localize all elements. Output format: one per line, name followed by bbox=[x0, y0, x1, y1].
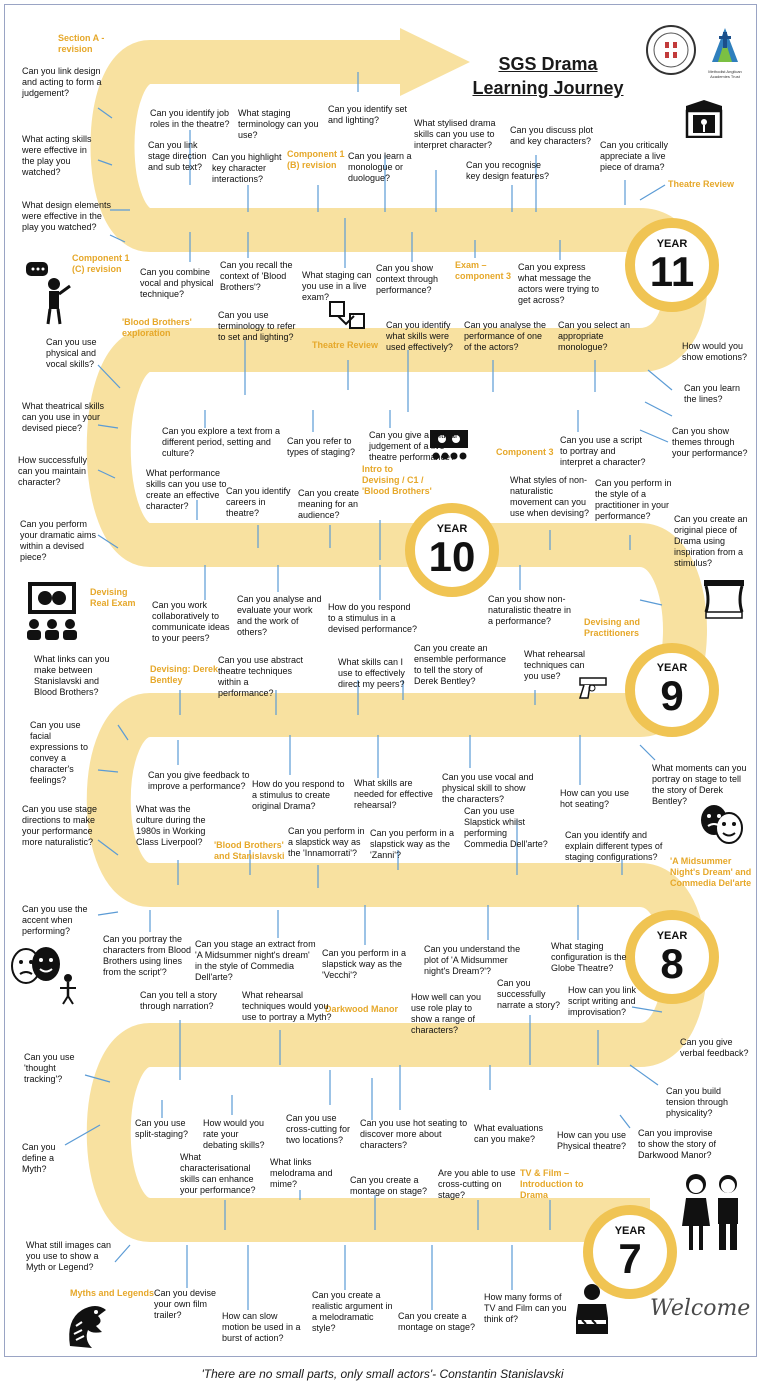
section-label: Theatre Review bbox=[668, 179, 735, 189]
journey-question: What skills can I use to effectively direct my peers? bbox=[338, 657, 405, 689]
journey-question: How would you show emotions? bbox=[682, 341, 748, 362]
journey-question: Can you identify job roles in the theatre? bbox=[150, 108, 230, 129]
journey-question: Can you show themes through your performance? bbox=[672, 426, 748, 458]
journey-question: Can you perform your dramatic aims within a devised piece? bbox=[20, 519, 97, 562]
journey-question: Can you create an ensemble performance to tell the story of Derek Bentley? bbox=[414, 643, 507, 686]
journey-question: Can you identify careers in theatre? bbox=[226, 486, 291, 518]
journey-question: What skills are needed for effective rehearsal? bbox=[354, 778, 433, 810]
section-label: 'Blood Brothers' exploration bbox=[122, 317, 192, 338]
section-label: 'Blood Brothers' and Stanislavski bbox=[214, 840, 285, 861]
stage-curtains-icon bbox=[702, 578, 746, 625]
section-label: Devising and Practitioners bbox=[584, 617, 641, 638]
journey-question: Can you link design and acting to form a judgement? bbox=[22, 66, 102, 98]
journey-question: Can you critically appreciate a live piece of drama? bbox=[600, 140, 669, 172]
journey-question: Can you analyse the performance of one of the actors? bbox=[464, 320, 547, 352]
journey-question: What acting skills were effective in the play you watched? bbox=[22, 134, 92, 177]
journey-question: What rehearsal techniques can you use? bbox=[524, 649, 586, 681]
journey-question: Can you tell a story through narration? bbox=[140, 990, 218, 1011]
section-label: Exam – component 3 bbox=[455, 260, 512, 281]
journey-question: Can you use abstract theatre techniques within a performance? bbox=[218, 655, 304, 698]
journey-question: Can you show non-naturalistic theatre in a performance? bbox=[488, 594, 572, 626]
journey-question: Can you define a Myth? bbox=[22, 1142, 56, 1174]
journey-question: How well can you use role play to show a range of characters? bbox=[411, 992, 482, 1035]
journey-question: Can you understand the plot of 'A Midsummer night's Dream?'? bbox=[424, 944, 521, 976]
section-label: Myths and Legends bbox=[70, 1288, 155, 1298]
journey-question: What rehearsal techniques would you use to portray a Myth? bbox=[242, 990, 332, 1022]
year-9-badge: YEAR 9 bbox=[656, 662, 688, 719]
journey-question: Can you portray the characters from Blood Brothers using lines from the script'? bbox=[103, 934, 192, 977]
journey-question: What links melodrama and mime? bbox=[270, 1157, 333, 1189]
journey-question: Can you devise your own film trailer? bbox=[154, 1288, 217, 1320]
journey-question: Can you use vocal and physical skill to show the characters? bbox=[442, 772, 534, 804]
journey-question: Can you identify what skills were used effectively? bbox=[386, 320, 453, 352]
handshake-review-icon bbox=[328, 298, 366, 337]
journey-question: Can you learn a monologue or duologue? bbox=[348, 151, 412, 183]
journey-question: Can you analyse and evaluate your work and the work of others? bbox=[237, 594, 322, 637]
year-11-badge: YEAR 11 bbox=[649, 238, 695, 295]
journey-question: Can you perform in a slapstick way as the 'Innamorrati'? bbox=[288, 826, 365, 858]
journey-question: How can you use Physical theatre? bbox=[557, 1130, 627, 1151]
section-label: Intro to Devising / C1 / 'Blood Brothers' bbox=[362, 464, 432, 496]
section-label: TV & Film – Introduction to Drama bbox=[520, 1168, 584, 1200]
journey-question: Can you discuss plot and key characters? bbox=[510, 125, 594, 146]
journey-question: Can you successfully narrate a story? bbox=[497, 978, 561, 1010]
journey-question: Can you explore a text from a different period, setting and culture? bbox=[162, 426, 281, 458]
poster-title: SGS Drama Learning Journey bbox=[472, 54, 624, 98]
section-label: Devising: Derek Bentley bbox=[150, 664, 219, 685]
journey-question: What moments can you portray on stage to tell the story of Derek Bentley? bbox=[652, 763, 747, 806]
journey-question: Can you create meaning for an audience? bbox=[298, 488, 360, 520]
footer-quote: 'There are no small parts, only small actors'- Constantin Stanislavski bbox=[201, 1367, 564, 1381]
journey-question: Can you learn the lines? bbox=[684, 383, 741, 404]
journey-question: Can you give a critical judgement of a live theatre performance? bbox=[369, 430, 458, 462]
journey-question: Can you create a realistic argument in a melodramatic style? bbox=[312, 1290, 393, 1333]
journey-question: What staging configuration is the Globe Theatre? bbox=[551, 941, 627, 973]
journey-question: Can you perform in a slapstick way as the 'Zanni'? bbox=[370, 828, 455, 860]
journey-question: How do you respond to a stimulus in a devised performance? bbox=[328, 602, 418, 634]
section-label: 'A Midsummer Night's Dream' and Commedia Del'arte bbox=[670, 856, 752, 888]
journey-question: Can you create a montage on stage? bbox=[398, 1311, 476, 1332]
theatre-building-icon bbox=[683, 98, 725, 143]
school-crest-logo bbox=[645, 24, 697, 81]
journey-question: What theatrical skills can you use in your devised piece? bbox=[22, 401, 105, 433]
journey-question: Can you work collaboratively to communicate ideas to your peers? bbox=[152, 600, 230, 643]
journey-question: Can you use terminology to refer to set and lighting? bbox=[218, 310, 296, 342]
journey-question: How can you link script writing and improvisation? bbox=[568, 985, 637, 1017]
journey-question: Can you express what message the actors were trying to get across? bbox=[518, 262, 600, 305]
masks-audience-screen-icon bbox=[24, 580, 80, 647]
section-label: Devising Real Exam bbox=[90, 587, 136, 608]
academies-trust-logo: Methodist Anglican Academies Trust bbox=[702, 24, 748, 79]
comedy-tragedy-masks-icon bbox=[698, 802, 744, 851]
journey-question: Can you give verbal feedback? bbox=[680, 1037, 749, 1058]
journey-question: Can you use 'thought tracking'? bbox=[24, 1052, 75, 1084]
welcome-lettering: Welcome bbox=[650, 1296, 751, 1321]
journey-question: Can you create an original piece of Drama using inspiration from a stimulus? bbox=[674, 514, 748, 568]
section-label: Section A - revision bbox=[58, 33, 105, 54]
section-label: Theatre Review bbox=[312, 340, 379, 350]
journey-question: Can you use hot seating to discover more about characters? bbox=[360, 1118, 468, 1150]
journey-question: Can you show context through performance? bbox=[376, 263, 439, 295]
dragon-legend-icon bbox=[62, 1300, 112, 1357]
journey-question: What performance skills can you use to create an effective character? bbox=[146, 468, 227, 511]
journey-question: Can you improvise to show the story of Darkwood Manor? bbox=[638, 1128, 717, 1160]
journey-question: Can you use cross-cutting for two locations? bbox=[286, 1113, 351, 1145]
journey-question: What design elements were effective in the play you watched? bbox=[22, 200, 112, 232]
journey-question: Can you link stage direction and sub text? bbox=[148, 140, 207, 172]
journey-question: How would you rate your debating skills? bbox=[203, 1118, 265, 1150]
journey-question: Can you use a script to portray and interpret a character? bbox=[560, 435, 646, 467]
section-label: Component 1 (C) revision bbox=[72, 253, 130, 274]
journey-question: Can you use facial expressions to convey a character's feelings? bbox=[30, 720, 89, 785]
journey-question: Can you use split-staging? bbox=[135, 1118, 189, 1139]
journey-question: Can you highlight key character interactions? bbox=[212, 152, 282, 184]
pupils-uniform-icon bbox=[676, 1170, 748, 1259]
journey-question: Can you identify set and lighting? bbox=[328, 104, 408, 125]
journey-question: Can you use stage directions to make your performance more naturalistic? bbox=[22, 804, 98, 847]
journey-question: What stylised drama skills can you use to interpret character? bbox=[414, 118, 496, 150]
journey-question: What styles of non-naturalistic movement can you use when devising? bbox=[510, 475, 590, 518]
journey-question: Can you perform in the style of a practitioner in your performance? bbox=[595, 478, 672, 521]
journey-question: What links can you make between Stanislavski and Blood Brothers? bbox=[34, 654, 110, 697]
section-label: Component 3 bbox=[496, 447, 554, 457]
journey-question: Can you recall the context of 'Blood Brothers'? bbox=[220, 260, 293, 292]
clapperboard-director-icon bbox=[568, 1282, 616, 1343]
journey-question: Can you stage an extract from 'A Midsummer night's dream' in the style of Commedia Dell'arte? bbox=[195, 939, 316, 982]
journey-question: How can slow motion be used in a burst of action? bbox=[222, 1311, 301, 1343]
section-label: Component 1 (B) revision bbox=[287, 149, 345, 170]
journey-question: Can you combine vocal and physical technique? bbox=[140, 267, 214, 299]
journey-question: Can you select an appropriate monologue? bbox=[558, 320, 631, 352]
year-7-badge: YEAR 7 bbox=[614, 1225, 646, 1282]
journey-question: Can you use the accent when performing? bbox=[22, 904, 88, 936]
journey-question: What staging terminology can you use? bbox=[238, 108, 319, 140]
journey-question: How successfully can you maintain character? bbox=[18, 455, 88, 487]
journey-question: How can you use hot seating? bbox=[560, 788, 630, 809]
actor-speaking-icon bbox=[24, 260, 78, 331]
journey-question: How do you respond to a stimulus to create original Drama? bbox=[252, 779, 345, 811]
journey-question: What characterisational skills can enhance your performance? bbox=[180, 1152, 256, 1195]
journey-question: Can you perform in a slapstick way as the 'Vecchi'? bbox=[322, 948, 407, 980]
journey-question: Can you use Slapstick whilst performing Commedia Dell'arte? bbox=[464, 806, 548, 849]
journey-question: What evaluations can you make? bbox=[474, 1123, 544, 1144]
journey-question: What staging can you use in a live exam? bbox=[302, 270, 372, 302]
journey-question: Are you able to use cross-cutting on stage? bbox=[438, 1168, 516, 1200]
journey-question: Can you create a montage on stage? bbox=[350, 1175, 428, 1196]
journey-question: What still images can you use to show a Myth or Legend? bbox=[26, 1240, 112, 1272]
journey-question: What was the culture during the 1980s in Working Class Liverpool? bbox=[136, 804, 206, 847]
journey-question: How many forms of TV and Film can you think of? bbox=[484, 1292, 567, 1324]
journey-question: Can you recognise key design features? bbox=[466, 160, 550, 181]
journey-question: Can you use physical and vocal skills? bbox=[46, 337, 97, 369]
year-10-badge: YEAR 10 bbox=[428, 523, 476, 580]
journey-question: Can you give feedback to improve a performance? bbox=[148, 770, 250, 791]
masks-performer-icon bbox=[8, 944, 82, 1011]
section-label: Darkwood Manor bbox=[325, 1004, 399, 1014]
journey-question: Can you refer to types of staging? bbox=[287, 436, 356, 457]
journey-question: Can you build tension through physicality? bbox=[666, 1086, 729, 1118]
journey-question: Can you identify and explain different types of staging configurations? bbox=[565, 830, 663, 862]
year-8-badge: YEAR 8 bbox=[656, 930, 688, 987]
